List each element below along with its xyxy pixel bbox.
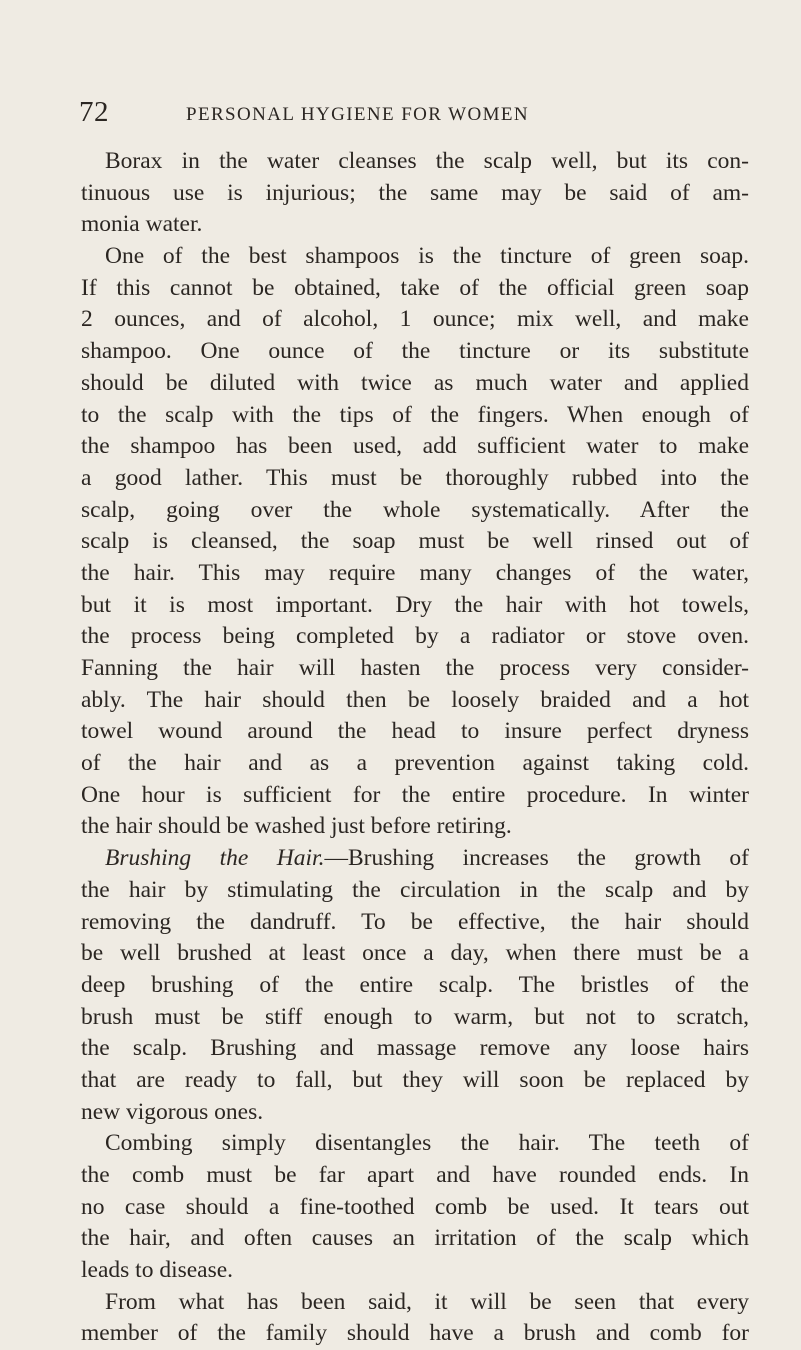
text-run: the hair should be washed just before retiring. (81, 813, 512, 840)
text-run: towel wound around the head to insure perfect dryness (81, 718, 749, 745)
running-head: PERSONAL HYGIENE FOR WOMEN (186, 104, 530, 125)
text-run: of the hair and as a prevention against taking cold. (81, 750, 749, 777)
text-line (81, 716, 749, 748)
text-line (81, 653, 749, 685)
text-run: should be diluted with twice as much water and applied (81, 369, 749, 396)
text-line (81, 1192, 749, 1224)
text-line (81, 1287, 749, 1319)
text-line (81, 1255, 749, 1287)
text-line (81, 495, 749, 527)
text-line (81, 1033, 749, 1065)
text-line (81, 431, 749, 463)
text-line (81, 590, 749, 622)
text-line (81, 780, 749, 812)
text-line (81, 336, 749, 368)
text-line (81, 241, 749, 273)
text-line (81, 400, 749, 432)
text-run: Fanning the hair will hasten the process very consider- (81, 655, 749, 681)
text-run: From what has been said, it will be seen that every (105, 1288, 749, 1315)
text-line (81, 907, 749, 939)
text-run: shampoo. One ounce of the tincture or its substitute (81, 338, 749, 365)
text-run: —Brushing increases the growth of (324, 845, 749, 872)
text-run: that are ready to fall, but they will soon be replaced by (81, 1066, 749, 1093)
text-line (81, 621, 749, 653)
text-line (81, 1160, 749, 1192)
text-run: One hour is sufficient for the entire procedure. In winter (81, 781, 749, 808)
body-text (81, 146, 749, 1350)
text-run: leads to disease. (81, 1257, 234, 1284)
text-run: Borax in the water cleanses the scalp well, but its con- (105, 148, 749, 174)
text-line (81, 304, 749, 336)
text-run: the shampoo has been used, add sufficient water to make (81, 433, 749, 460)
text-line (81, 526, 749, 558)
text-run: One of the best shampoos is the tincture of green soap. (105, 243, 749, 270)
text-line (81, 463, 749, 495)
text-line (81, 1128, 749, 1160)
text-run: but it is most important. Dry the hair with hot towels, (81, 591, 749, 618)
text-run: be well brushed at least once a day, when there must be a (81, 940, 749, 967)
text-run: to the scalp with the tips of the fingers. When enough of (81, 401, 749, 428)
text-run: a good lather. This must be thoroughly rubbed into the (81, 464, 749, 491)
text-run: removing the dandruff. To be effective, the hair should (81, 908, 749, 935)
text-line (81, 843, 749, 875)
text-run: scalp is cleansed, the soap must be well rinsed out of (81, 528, 749, 555)
text-run: scalp, going over the whole systematically. After the (81, 496, 749, 523)
text-line (81, 748, 749, 780)
text-run: the scalp. Brushing and massage remove any loose hairs (81, 1035, 749, 1062)
text-run: tinuous use is injurious; the same may be said of am- (81, 179, 749, 206)
text-line (81, 178, 749, 210)
text-run: no case should a fine-toothed comb be used. It tears out (81, 1193, 749, 1220)
text-run: brush must be stiff enough to warm, but not to scratch, (81, 1003, 749, 1030)
text-line (81, 146, 749, 178)
text-run: ably. The hair should then be loosely braided and a hot (81, 686, 749, 713)
text-line (81, 1097, 749, 1129)
text-line (81, 558, 749, 590)
text-line (81, 938, 749, 970)
text-run: the hair, and often causes an irritation of the scalp which (81, 1225, 749, 1252)
text-run: the hair by stimulating the circulation in the scalp and by (81, 876, 749, 903)
text-run: monia water. (81, 211, 203, 238)
text-run: new vigorous ones. (81, 1098, 264, 1125)
text-run: Combing simply disentangles the hair. The teeth of (105, 1130, 749, 1157)
text-run: 2 ounces, and of alcohol, 1 ounce; mix well, and make (81, 306, 749, 333)
text-line (81, 685, 749, 717)
text-run: member of the family should have a brush and comb for (81, 1320, 749, 1347)
text-line (81, 1065, 749, 1097)
italic-heading: Brushing the Hair. (105, 845, 325, 872)
text-line (81, 1002, 749, 1034)
text-line (81, 875, 749, 907)
text-run: deep brushing of the entire scalp. The bristles of the (81, 971, 749, 998)
text-run: the process being completed by a radiator or stove oven. (81, 623, 749, 650)
text-line (81, 368, 749, 400)
text-line (81, 209, 749, 241)
text-run: If this cannot be obtained, take of the official green soap (81, 274, 749, 301)
text-line (81, 970, 749, 1002)
text-line (81, 273, 749, 305)
text-run: the comb must be far apart and have rounded ends. In (81, 1162, 749, 1188)
page-number: 72 (79, 96, 109, 128)
text-line (81, 1223, 749, 1255)
text-run: the hair. This may require many changes of the water, (81, 559, 749, 586)
text-line (81, 811, 749, 843)
text-line (81, 1318, 749, 1350)
